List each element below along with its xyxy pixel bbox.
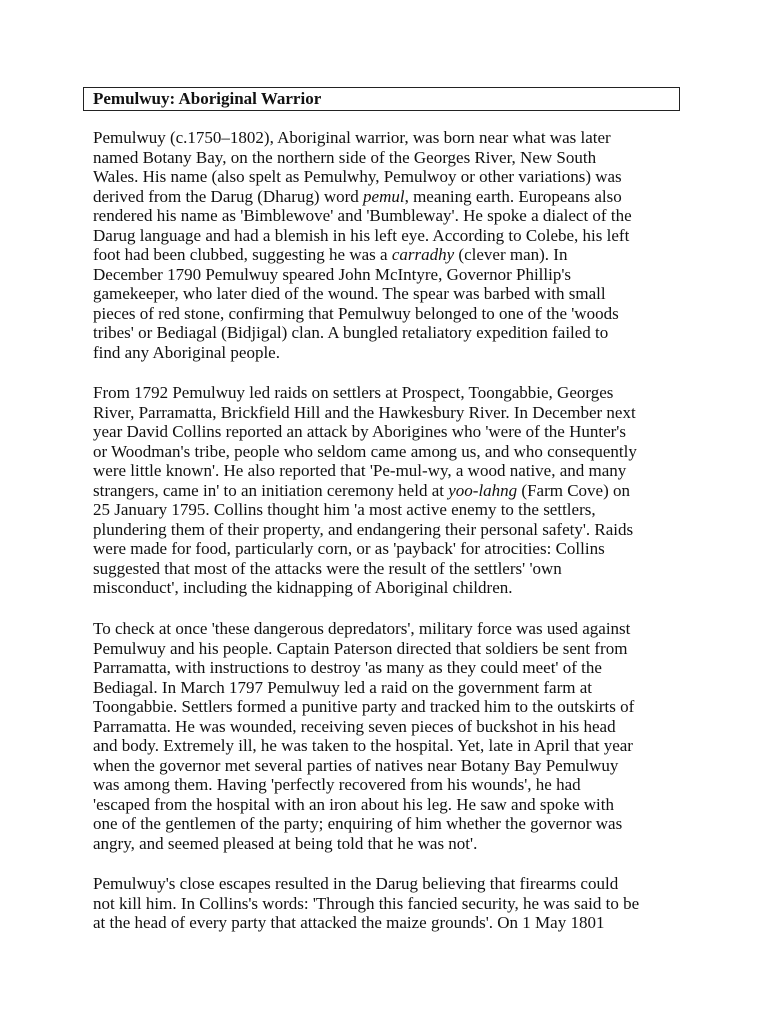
text-segment: was among them. Having 'perfectly recovered from his wounds', he had [93,775,581,795]
text-line [93,775,693,795]
text-line [93,442,693,462]
text-line [93,913,693,933]
text-line [93,461,693,481]
text-line [93,481,693,501]
text-segment: find any Aboriginal people. [93,343,280,363]
text-line [93,639,693,659]
italic-term: pemul [363,186,405,206]
text-segment: Pemulwuy and his people. Captain Paterson directed that soldiers be sent from [93,638,628,658]
text-segment: (clever man). In [454,245,568,265]
text-line [93,167,693,187]
text-line [93,894,693,914]
text-segment: To check at once 'these dangerous depredators', military force was used against [93,619,631,638]
text-line [93,795,693,815]
text-line [93,874,693,894]
text-line [93,422,693,442]
text-segment: when the governor met several parties of natives near Botany Bay Pemulwuy [93,755,619,775]
text-segment: Parramatta, with instructions to destroy 'as many as they could meet' of the [93,658,602,678]
text-segment: at the head of every party that attacked the maize grounds'. On 1 May 1801 [93,913,605,933]
text-segment: gamekeeper, who later died of the wound. The spear was barbed with small [93,284,606,304]
text-segment: Darug language and had a blemish in his left eye. According to Colebe, his left [93,225,630,245]
text-segment: were little known'. He also reported that 'Pe-mul-wy, a wood native, and many [93,461,627,481]
text-line [93,814,693,834]
italic-term: yoo-lahng [448,480,518,500]
text-line [93,520,693,540]
paragraph-4 [93,874,693,933]
text-line [93,343,693,363]
text-segment: 25 January 1795. Collins thought him 'a most active enemy to the settlers, [93,500,596,520]
text-segment: were made for food, particularly corn, or as 'payback' for atrocities: Collins [93,539,605,559]
text-segment: Wales. His name (also spelt as Pemulwhy, Pemulwoy or other variations) was [93,167,622,187]
text-segment: rendered his name as 'Bimblewove' and 'Bumbleway'. He spoke a dialect of the [93,206,632,226]
text-segment: December 1790 Pemulwuy speared John McIntyre, Governor Phillip's [93,264,572,284]
text-line [93,559,693,579]
text-line [93,265,693,285]
text-segment: plundering them of their property, and endangering their personal safety'. Raids [93,519,634,539]
paragraph-1 [93,128,693,363]
text-line [93,736,693,756]
paragraph-3 [93,619,693,854]
italic-term: carradhy [391,245,455,265]
text-segment: named Botany Bay, on the northern side of the Georges River, New South [93,147,597,167]
text-segment: Pemulwuy's close escapes resulted in the Darug believing that firearms could [93,874,619,893]
text-segment: tribes' or Bediagal (Bidjigal) clan. A bungled retaliatory expedition failed to [93,323,609,343]
text-segment: suggested that most of the attacks were the result of the settlers' 'own [93,558,562,578]
text-segment: one of the gentlemen of the party; enquiring of him whether the governor was [93,814,623,834]
text-line [93,206,693,226]
text-line [93,284,693,304]
text-segment: River, Parramatta, Brickfield Hill and the Hawkesbury River. In December next [93,402,636,422]
text-segment: not kill him. In Collins's words: 'Through this fancied security, he was said to be [93,893,640,913]
text-segment: Pemulwuy (c.1750–1802), Aboriginal warrior, was born near what was later [93,128,611,147]
text-line [93,226,693,246]
paragraph-2 [93,383,693,598]
title-box [83,87,680,111]
text-line [93,383,693,403]
text-segment: misconduct', including the kidnapping of Aboriginal children. [93,578,513,598]
text-segment: and body. Extremely ill, he was taken to the hospital. Yet, late in April that year [93,736,633,756]
text-line [93,756,693,776]
text-line [93,148,693,168]
text-segment: , meaning earth. Europeans also [404,186,622,206]
text-segment: or Woodman's tribe, people who seldom came among us, and who consequently [93,441,637,461]
text-line [93,304,693,324]
text-line [93,834,693,854]
text-line [93,539,693,559]
text-segment: foot had been clubbed, suggesting he was a [93,245,392,265]
text-segment: strangers, came in' to an initiation ceremony held at [93,480,449,500]
text-line [93,697,693,717]
text-segment: (Farm Cove) on [517,480,631,500]
text-line [93,403,693,423]
text-segment: Toongabbie. Settlers formed a punitive party and tracked him to the outskirts of [93,697,635,717]
text-segment: year David Collins reported an attack by Aborigines who 'were of the Hunter's [93,422,626,442]
text-segment: angry, and seemed pleased at being told that he was not'. [93,834,478,854]
text-line [93,717,693,737]
text-segment: Parramatta. He was wounded, receiving seven pieces of buckshot in his head [93,716,616,736]
text-line [93,658,693,678]
text-line [93,500,693,520]
document-title: Pemulwuy: Aboriginal Warrior [93,89,322,108]
text-segment: 'escaped from the hospital with an iron about his leg. He saw and spoke with [93,794,614,814]
text-segment: From 1792 Pemulwuy led raids on settlers at Prospect, Toongabbie, Georges [93,383,614,402]
text-line [93,578,693,598]
text-line [93,619,693,639]
text-line [93,323,693,343]
text-line [93,678,693,698]
text-segment: pieces of red stone, confirming that Pemulwuy belonged to one of the 'woods [93,303,619,323]
text-line [93,187,693,207]
text-line [93,245,693,265]
text-segment: Bediagal. In March 1797 Pemulwuy led a raid on the government farm at [93,677,592,697]
text-segment: derived from the Darug (Dharug) word [93,186,364,206]
text-line [93,128,693,148]
